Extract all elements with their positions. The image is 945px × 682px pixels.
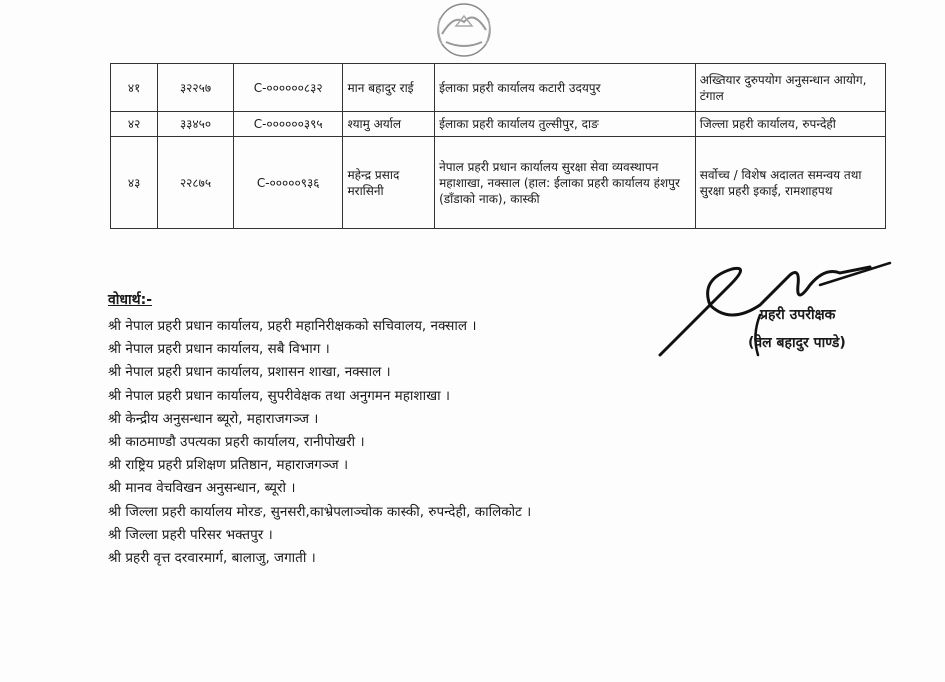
name-cell: श्यामु अर्याल (343, 112, 435, 137)
list-item: श्री नेपाल प्रहरी प्रधान कार्यालय, प्रशासन शाखा, नक्साल । (108, 364, 391, 381)
list-item: श्री राष्ट्रिय प्रहरी प्रशिक्षण प्रतिष्ठान, महाराजगञ्ज । (108, 457, 349, 474)
list-item: श्री केन्द्रीय अनुसन्धान ब्यूरो, महाराजगञ्ज । (108, 410, 319, 427)
employee-id-cell: ३२२५७ (158, 64, 233, 112)
list-item: श्री नेपाल प्रहरी प्रधान कार्यालय, सबै विभाग । (108, 341, 330, 358)
name-cell: मान बहादुर राई (343, 64, 435, 112)
list-item: श्री नेपाल प्रहरी प्रधान कार्यालय, प्रहरी महानिरीक्षकको सचिवालय, नक्साल । (108, 318, 477, 334)
nepal-emblem-icon (426, 0, 502, 60)
signatory-name: (वेल बहादुर पाण्डे) (748, 335, 846, 351)
list-item: श्री प्रहरी वृत्त दरवारमार्ग, बालाजु, जगाती । (108, 549, 316, 566)
list-item: श्री काठमाण्डौ उपत्यका प्रहरी कार्यालय, रानीपोखरी । (108, 433, 365, 450)
current-office-cell: नेपाल प्रहरी प्रधान कार्यालय सुरक्षा सेवा व्यवस्थापन महाशाखा, नक्साल (हाल: ईलाका प्रहरी कार्यालय हंशपुर (डाँडाको नाक), कास्की (435, 137, 696, 229)
current-office-cell: ईलाका प्रहरी कार्यालय कटारी उदयपुर (435, 64, 696, 112)
list-item: श्री जिल्ला प्रहरी परिसर भक्तपुर । (108, 526, 273, 543)
name-cell: महेन्द्र प्रसाद मरासिनी (343, 137, 435, 229)
code-cell: C-०००००९३६ (233, 137, 343, 229)
serial-number-cell: ४३ (111, 137, 158, 229)
employee-id-cell: २२८७५ (158, 137, 233, 229)
code-cell: C-००००००३९५ (233, 112, 343, 137)
employee-id-cell: ३३४५० (158, 112, 233, 137)
current-office-cell: ईलाका प्रहरी कार्यालय तुल्सीपुर, दाङ (435, 112, 696, 137)
transfer-table (110, 63, 886, 229)
information-heading: वोधार्थ:- (108, 292, 153, 308)
serial-number-cell: ४२ (111, 112, 158, 137)
new-office-cell: अख्तियार दुरुपयोग अनुसन्धान आयोग, टंगाल (695, 64, 885, 112)
signatory-title: प्रहरी उपरीक्षक (760, 307, 836, 323)
code-cell: C-००००००८३२ (233, 64, 343, 112)
table-row (111, 64, 886, 112)
table-row (111, 112, 886, 137)
list-item: श्री जिल्ला प्रहरी कार्यालय मोरङ, सुनसरी,काभ्रेपलाञ्चोक कास्की, रुपन्देही, कालिकोट । (108, 503, 532, 520)
list-item: श्री नेपाल प्रहरी प्रधान कार्यालय, सुपरीवेक्षक तथा अनुगमन महाशाखा । (108, 387, 451, 404)
list-item: श्री मानव वेचविखन अनुसन्धान, ब्यूरो । (108, 480, 296, 497)
information-list (108, 290, 531, 570)
new-office-cell: जिल्ला प्रहरी कार्यालय, रुपन्देही (695, 112, 885, 137)
table-row (111, 137, 886, 229)
serial-number-cell: ४१ (111, 64, 158, 112)
new-office-cell: सर्वोच्च / विशेष अदालत समन्वय तथा सुरक्षा प्रहरी इकाई, रामशाहपथ (695, 137, 885, 229)
